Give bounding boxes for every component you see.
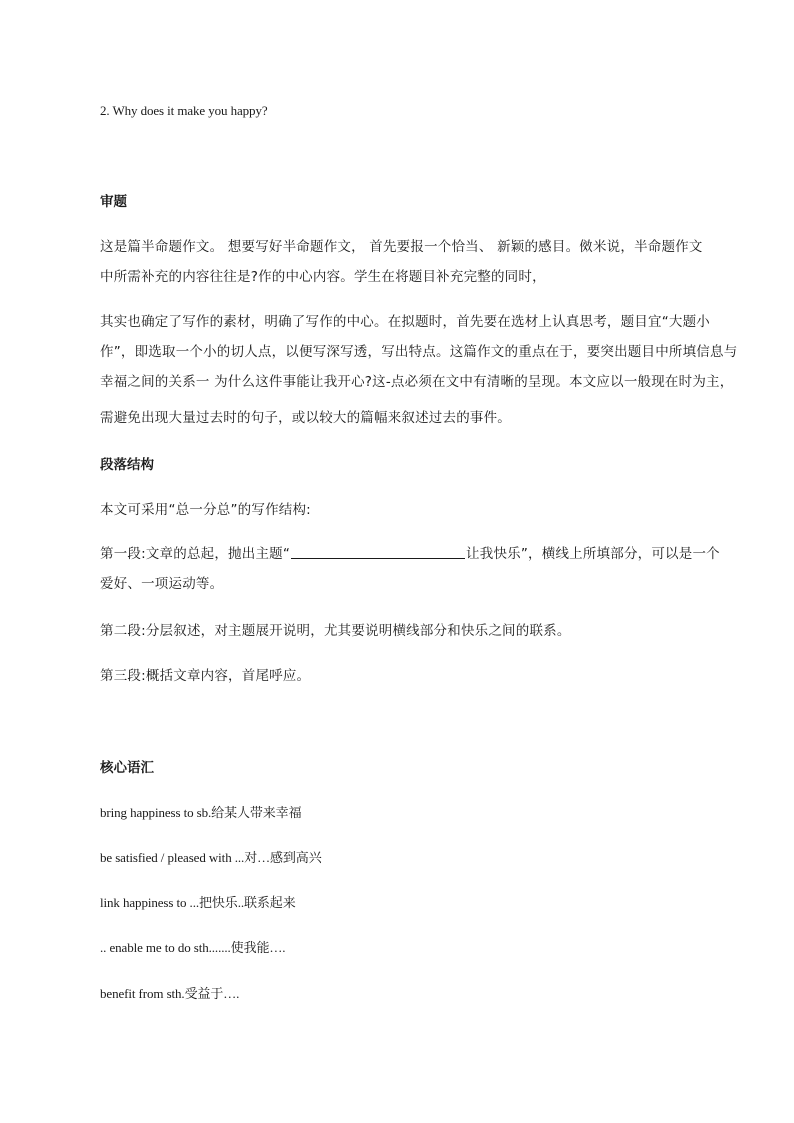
fill-blank-line [291,544,465,559]
structure-p1-line1 [100,544,720,564]
vocab-item: bring happiness to sb.给某人带来幸福 [100,805,302,820]
structure-p1-before: 第一段:文章的总起，抛出主题“ [100,546,291,562]
vocab-item: link happiness to ...把快乐..联系起来 [100,895,296,910]
structure-p1-line2: 爱好、一项运动等。 [100,576,224,592]
structure-heading: 段落结构 [100,457,154,473]
review-para2-line1: 其实也确定了写作的素材，明确了写作的中心。在拟题时，首先要在选材上认真思考，题目宜“大题小 [100,314,710,330]
review-heading: 审题 [100,194,127,210]
review-para2-line4: 需避免出现大量过去时的句子，或以较大的篇幅来叙述过去的事件。 [100,410,511,426]
review-para1-line2: 中所需补充的内容往往是?作的中心内容。学生在将题目补充完整的同时， [100,269,546,285]
vocab-heading: 核心语汇 [100,760,154,776]
structure-intro: 本文可采用“总一分总”的写作结构: [100,502,311,518]
review-para2-line2: 作”，即选取一个小的切人点，以便写深写透，写出特点。这篇作文的重点在于，要突出题目中所填信息与 [100,344,738,360]
review-para1-line1: 这是篇半命题作文。 想要写好半命题作文， 首先要报一个恰当、 新颖的感目。傚米说，半命题作文 [100,239,703,255]
structure-p2: 第二段:分层叙述，对主题展开说明，尤其要说明横线部分和快乐之间的联系。 [100,623,571,639]
review-para2-line3: 幸福之间的关系一 为什么这件事能让我开心?这-点必须在文中有清晰的呈现。本文应以一般现在时为主， [100,374,734,390]
question-line: 2. Why does it make you happy? [100,103,268,118]
vocab-item: be satisfied / pleased with ...对…感到高兴 [100,850,322,865]
vocab-item: benefit from sth.受益于…. [100,986,240,1001]
structure-p3: 第三段:概括文章内容，首尾呼应。 [100,668,311,684]
structure-p1-after: 让我快乐”，横线上所填部分，可以是一个 [466,546,720,562]
vocab-item: .. enable me to do sth.......使我能…. [100,940,286,955]
